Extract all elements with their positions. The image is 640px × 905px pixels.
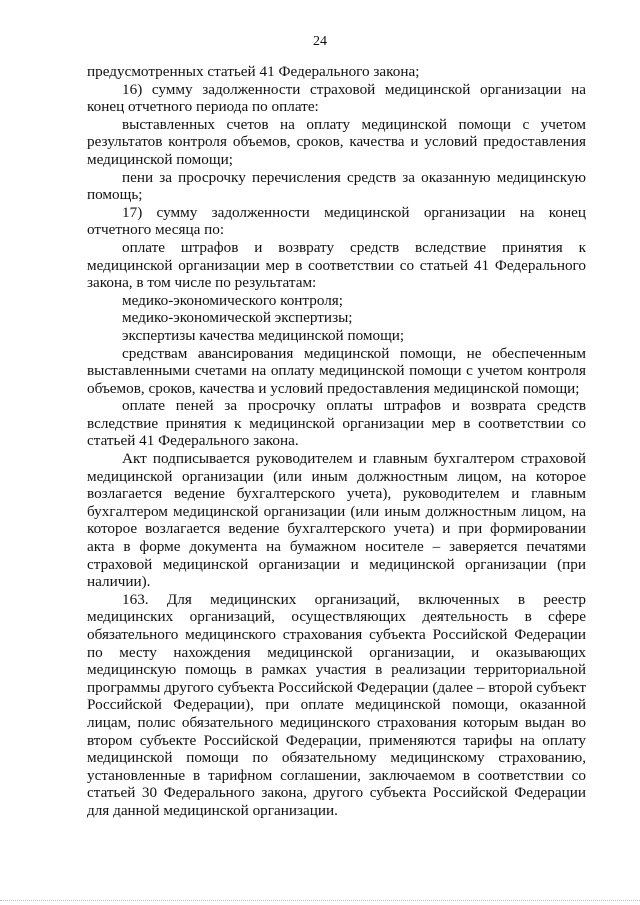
paragraph: медико-экономического контроля;: [122, 291, 344, 309]
paragraph: медико-экономической экспертизы;: [122, 309, 353, 327]
paragraph: экспертизы качества медицинской помощи;: [122, 326, 405, 344]
paragraph: 163. Для медицинских организаций, включенных в реестр медицинских организаций, осуществляющих деятельность в сфере обязательного медицинского страхования субъекта Российской Федерации по месту нахождения медицинской организации, и оказывающих медицинскую помощь в рамках участия в реализации территориальной программы другого субъекта Российской Федерации (далее – второй субъект Российской Федерации), при оплате медицинской помощи, оказанной лицам, полис обязательного медицинского страхования которым выдан во втором субъекте Российской Федерации, применяются тарифы на оплату медицинской помощи по обязательному медицинскому страхованию, установленные в тарифном соглашении, заключаемом в соответствии со статьей 30 Федерального закона, другого субъекта Российской Федерации для данной медицинской организации.: [87, 590, 586, 819]
paragraph: пени за просрочку перечисления средств за оказанную медицинскую помощь;: [87, 168, 586, 204]
paragraph: средствам авансирования медицинской помощи, не обеспеченным выставленными счетами на оплату медицинской помощи с учетом контроля объемов, сроков, качества и условий предоставления медицинской помощи;: [87, 344, 586, 397]
paragraph: предусмотренных статьей 41 Федерального закона;: [87, 63, 420, 80]
paragraph: 16) сумму задолженности страховой медицинской организации на конец отчетного периода по оплате:: [87, 80, 586, 116]
page-number: 24: [313, 34, 327, 49]
scan-edge-mark: [0, 900, 640, 905]
paragraph: 17) сумму задолженности медицинской организации на конец отчетного месяца по:: [87, 203, 586, 239]
paragraph: Акт подписывается руководителем и главным бухгалтером страховой медицинской организации (или иным должностным лицом, на которое возлагается ведение бухгалтерского учета), руководителем и главным бухгалтером медицинской организации (или иным должностным лицом, на которое возлагается ведение бухгалтерского учета) и при формировании акта в форме документа на бумажном носителе – заверяется печатями страховой медицинской организации и медицинской организации (при наличии).: [87, 450, 586, 591]
paragraph: оплате штрафов и возврату средств вследствие принятия к медицинской организации мер в соответствии со статьей 41 Федерального закона, в том числе по результатам:: [87, 238, 586, 292]
paragraph: оплате пеней за просрочку оплаты штрафов и возврата средств вследствие принятия к медицинской организации мер в соответствии со статьей 41 Федерального закона.: [87, 397, 586, 450]
paragraph: выставленных счетов на оплату медицинской помощи с учетом результатов контроля объемов, сроков, качества и условий предоставления медицинской помощи;: [87, 115, 586, 168]
document-body: [87, 63, 586, 820]
